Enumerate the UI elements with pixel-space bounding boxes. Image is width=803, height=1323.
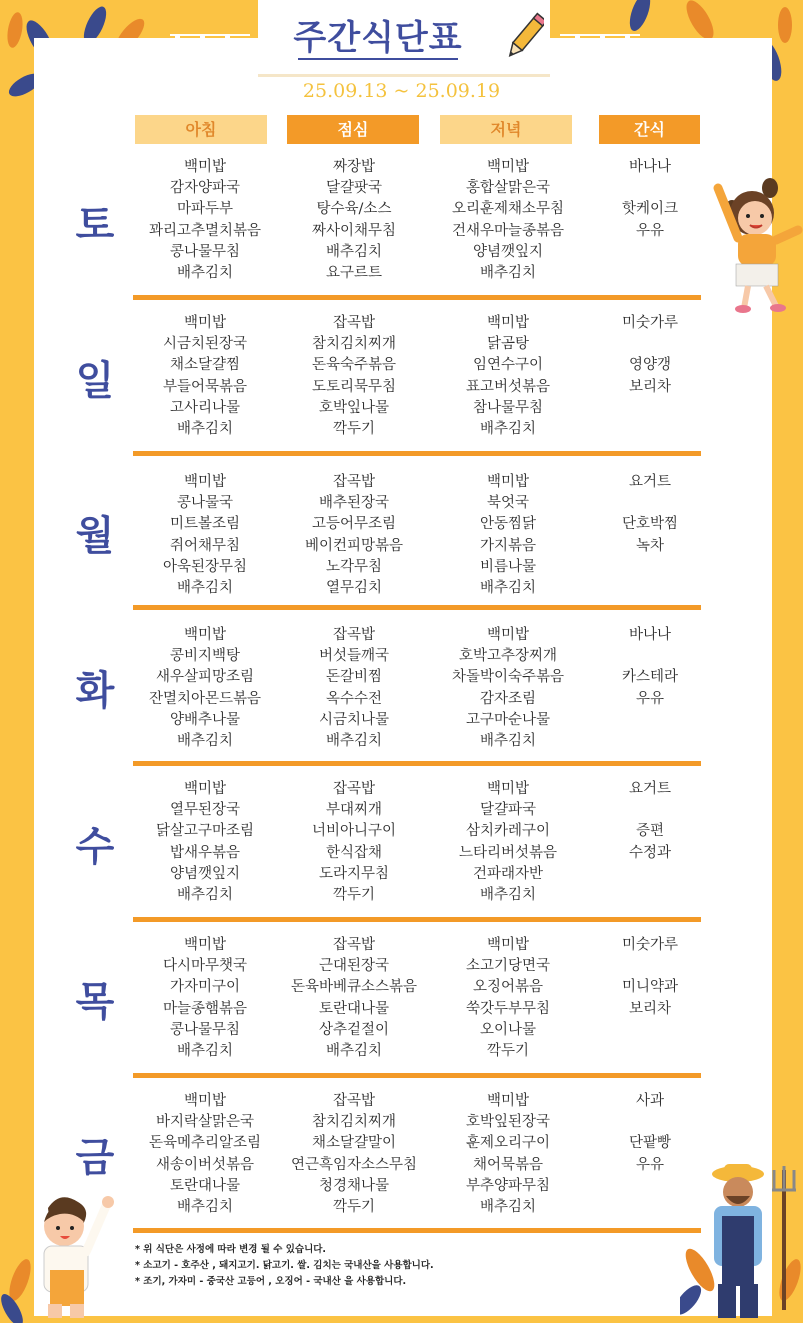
menu-item: 건새우마늘종볶음 — [451, 222, 565, 239]
menu-item: 사과 — [635, 1093, 664, 1109]
menu-item: 콩비지백탕 — [169, 648, 241, 665]
menu-item: 다시마무챗국 — [162, 958, 248, 975]
menu-item: 증편 — [635, 823, 664, 840]
menu-item: 꽈리고추멸치볶음 — [148, 222, 262, 239]
breakfast-list — [125, 625, 285, 752]
menu-item — [570, 646, 730, 667]
menu-item: 백미밥 — [183, 159, 227, 175]
lunch-list — [274, 779, 434, 906]
day-label-thu: 목 — [75, 979, 115, 1025]
menu-item: 느타리버섯볶음 — [458, 844, 558, 861]
menu-item: 상추겉절이 — [318, 1021, 390, 1038]
menu-item: 아욱된장무침 — [162, 558, 248, 575]
menu-item: 배추김치 — [176, 732, 234, 749]
menu-item: 감자조림 — [479, 690, 537, 707]
menu-item: 우유 — [635, 690, 664, 707]
menu-item: 잡곡밥 — [332, 474, 376, 490]
menu-item: 잡곡밥 — [332, 1093, 376, 1109]
menu-item — [570, 334, 730, 355]
dinner-list — [428, 779, 588, 906]
menu-item: 배추김치 — [176, 264, 234, 281]
menu-item: 백미밥 — [486, 781, 530, 797]
menu-item: 백미밥 — [183, 937, 227, 953]
menu-item — [570, 1041, 730, 1062]
lunch-list — [274, 1091, 434, 1218]
lunch-list — [274, 157, 434, 284]
menu-item: 잔멸치아몬드볶음 — [148, 690, 262, 707]
menu-item: 토란대나물 — [318, 1000, 390, 1017]
menu-item: 잡곡밥 — [332, 315, 376, 331]
dinner-list — [428, 157, 588, 284]
menu-item: 깍두기 — [332, 886, 376, 903]
menu-item: 베이컨피망볶음 — [304, 537, 404, 554]
menu-item: 보리차 — [628, 378, 672, 395]
page-title: 주간식단표 — [293, 18, 463, 58]
day-divider — [133, 917, 701, 922]
menu-item: 백미밥 — [183, 781, 227, 797]
menu-item: 임연수구이 — [472, 357, 544, 374]
menu-item — [570, 800, 730, 821]
menu-item: 삼치카레구이 — [465, 823, 551, 840]
menu-item: 배추김치 — [325, 1042, 383, 1059]
menu-item: 새송이버섯볶음 — [155, 1156, 255, 1173]
menu-item: 배추김치 — [479, 579, 537, 596]
breakfast-list — [125, 1091, 285, 1218]
menu-item — [570, 1112, 730, 1133]
menu-item — [570, 1020, 730, 1041]
menu-item: 배추김치 — [325, 243, 383, 260]
menu-item: 콩나물국 — [176, 495, 234, 512]
menu-item — [570, 493, 730, 514]
menu-item: 양념깻잎지 — [169, 865, 241, 882]
menu-item: 요거트 — [628, 781, 672, 797]
snack-list — [570, 313, 730, 440]
menu-item: 배추김치 — [176, 886, 234, 903]
menu-item: 배추김치 — [479, 264, 537, 281]
footnote: * 소고기 - 호주산 , 돼지고기. 닭고기. 쌀. 김치는 국내산을 사용합니다. — [135, 1260, 434, 1271]
menu-item: 배추김치 — [479, 886, 537, 903]
menu-item: 백미밥 — [486, 1093, 530, 1109]
menu-item: 백미밥 — [486, 159, 530, 175]
menu-item: 바나나 — [628, 159, 672, 175]
dinner-list — [428, 313, 588, 440]
dinner-list — [428, 472, 588, 599]
dinner-list — [428, 1091, 588, 1218]
menu-item — [570, 885, 730, 906]
menu-item: 표고버섯볶음 — [465, 378, 551, 395]
menu-item — [570, 864, 730, 885]
menu-item: 채어묵볶음 — [472, 1156, 544, 1173]
lunch-list — [274, 625, 434, 752]
menu-item: 감자양파국 — [169, 180, 241, 197]
menu-item: 돈갈비찜 — [325, 669, 383, 686]
menu-item — [570, 710, 730, 731]
menu-item: 콩나물무침 — [169, 1021, 241, 1038]
breakfast-list — [125, 472, 285, 599]
menu-item — [570, 263, 730, 284]
menu-item: 탕수육/소스 — [316, 201, 392, 218]
title-card — [258, 0, 550, 77]
header-breakfast: 아침 — [135, 115, 267, 144]
menu-item: 옥수수전 — [325, 690, 383, 707]
pencil-icon — [508, 12, 544, 64]
menu-item: 닭곰탕 — [486, 336, 530, 353]
menu-item: 백미밥 — [183, 627, 227, 643]
menu-item: 백미밥 — [486, 937, 530, 953]
snack-list — [570, 157, 730, 284]
day-label-fri: 금 — [75, 1135, 115, 1181]
menu-item: 단팥빵 — [628, 1135, 672, 1152]
menu-item: 배추김치 — [479, 420, 537, 437]
day-divider — [133, 1228, 701, 1233]
menu-item: 참치김치찌개 — [311, 336, 397, 353]
header-lunch: 점심 — [287, 115, 419, 144]
day-label-wed: 수 — [75, 824, 115, 870]
menu-item: 배추김치 — [176, 579, 234, 596]
menu-item: 안동찜닭 — [479, 516, 537, 533]
menu-item: 녹차 — [635, 537, 664, 554]
menu-item: 짜사이채무침 — [311, 222, 397, 239]
menu-item: 쥐어채무침 — [169, 537, 241, 554]
menu-item: 열무김치 — [325, 579, 383, 596]
menu-item: 근대된장국 — [318, 958, 390, 975]
day-label-sun: 일 — [75, 358, 115, 404]
menu-item — [570, 731, 730, 752]
menu-item: 호박고추장찌개 — [458, 648, 558, 665]
menu-item — [570, 398, 730, 419]
lunch-list — [274, 313, 434, 440]
menu-item: 달걀파국 — [479, 802, 537, 819]
menu-item: 오징어볶음 — [472, 979, 544, 996]
menu-item: 돈육숙주볶음 — [311, 357, 397, 374]
menu-item: 부추양파무침 — [465, 1177, 551, 1194]
menu-item: 건파래자반 — [472, 865, 544, 882]
day-divider — [133, 605, 701, 610]
menu-item: 청경채나물 — [318, 1177, 390, 1194]
breakfast-list — [125, 935, 285, 1062]
menu-item — [570, 419, 730, 440]
menu-item: 한식잡채 — [325, 844, 383, 861]
menu-item: 부대찌개 — [325, 802, 383, 819]
menu-item — [570, 956, 730, 977]
girl-illustration — [710, 168, 803, 313]
menu-item: 우유 — [635, 1156, 664, 1173]
header-snack: 간식 — [599, 115, 700, 144]
footnotes — [135, 1242, 434, 1290]
menu-item: 토란대나물 — [169, 1177, 241, 1194]
lunch-list — [274, 472, 434, 599]
menu-item: 수정과 — [628, 844, 672, 861]
menu-item: 배추김치 — [176, 420, 234, 437]
menu-item: 미숫가루 — [621, 937, 679, 953]
menu-item: 백미밥 — [183, 1093, 227, 1109]
menu-item: 배추김치 — [325, 732, 383, 749]
menu-item: 채소달걀말이 — [311, 1135, 397, 1152]
menu-item: 너비아니구이 — [311, 823, 397, 840]
snack-list — [570, 935, 730, 1062]
menu-item: 배추김치 — [479, 732, 537, 749]
menu-item: 오이나물 — [479, 1021, 537, 1038]
menu-item: 양념깻잎지 — [472, 243, 544, 260]
dinner-list — [428, 625, 588, 752]
menu-item: 쑥갓두부무침 — [465, 1000, 551, 1017]
day-label-tue: 화 — [75, 668, 115, 714]
menu-item: 채소달걀찜 — [169, 357, 241, 374]
menu-item: 백미밥 — [183, 315, 227, 331]
menu-item: 시금치된장국 — [162, 336, 248, 353]
menu-item — [570, 578, 730, 599]
footnote: * 위 식단은 사정에 따라 변경 될 수 있습니다. — [135, 1244, 327, 1255]
date-range: 25.09.13 ~ 25.09.19 — [302, 80, 501, 102]
menu-item: 요구르트 — [325, 264, 383, 281]
menu-item: 차돌박이숙주볶음 — [451, 669, 565, 686]
menu-item: 바나나 — [628, 627, 672, 643]
menu-item: 밥새우볶음 — [169, 844, 241, 861]
menu-item: 백미밥 — [486, 474, 530, 490]
menu-item: 짜장밥 — [332, 159, 376, 175]
menu-item — [570, 557, 730, 578]
menu-item: 오리훈제채소무침 — [451, 201, 565, 218]
leaves-bottom-decoration — [0, 1220, 60, 1323]
menu-item: 콩나물무침 — [169, 243, 241, 260]
menu-item: 잡곡밥 — [332, 781, 376, 797]
menu-item: 도토리묵무침 — [311, 378, 397, 395]
menu-item: 배추김치 — [176, 1042, 234, 1059]
day-divider — [133, 1073, 701, 1078]
menu-item: 소고기당면국 — [465, 958, 551, 975]
menu-item: 카스테라 — [621, 669, 679, 686]
menu-item: 참나물무침 — [472, 399, 544, 416]
menu-item: 백미밥 — [486, 315, 530, 331]
dinner-list — [428, 935, 588, 1062]
menu-item: 가자미구이 — [169, 979, 241, 996]
breakfast-list — [125, 779, 285, 906]
snack-list — [570, 625, 730, 752]
menu-item: 호박잎나물 — [318, 399, 390, 416]
menu-item: 요거트 — [628, 474, 672, 490]
menu-item: 마늘종햄볶음 — [162, 1000, 248, 1017]
menu-item: 북엇국 — [486, 495, 530, 512]
menu-item: 비름나물 — [479, 558, 537, 575]
menu-item: 고등어무조림 — [311, 516, 397, 533]
menu-item — [570, 178, 730, 199]
menu-item: 깍두기 — [332, 420, 376, 437]
menu-item: 훈제오리구이 — [465, 1135, 551, 1152]
day-divider — [133, 761, 701, 766]
menu-item: 핫케이크 — [621, 201, 679, 218]
menu-item: 배추김치 — [479, 1198, 537, 1215]
menu-item: 영양갱 — [628, 357, 672, 374]
menu-item: 마파두부 — [176, 201, 234, 218]
menu-item: 홍합살맑은국 — [465, 180, 551, 197]
menu-item: 부들어묵볶음 — [162, 378, 248, 395]
menu-item: 달걀팟국 — [325, 180, 383, 197]
menu-item: 배추된장국 — [318, 495, 390, 512]
menu-item: 연근흑임자소스무침 — [290, 1156, 418, 1173]
menu-item: 깍두기 — [486, 1042, 530, 1059]
menu-item: 바지락살맑은국 — [155, 1114, 255, 1131]
menu-item: 돈육메추리알조림 — [148, 1135, 262, 1152]
day-divider — [133, 451, 701, 456]
menu-item: 호박잎된장국 — [465, 1114, 551, 1131]
menu-item: 양배추나물 — [169, 711, 241, 728]
menu-item: 버섯들깨국 — [318, 648, 390, 665]
menu-item: 고구마순나물 — [465, 711, 551, 728]
title-underline — [298, 58, 458, 60]
menu-item: 잡곡밥 — [332, 627, 376, 643]
menu-item: 우유 — [635, 222, 664, 239]
menu-item: 열무된장국 — [169, 802, 241, 819]
menu-item: 미트볼조림 — [169, 516, 241, 533]
day-divider — [133, 295, 701, 300]
menu-item: 미니약과 — [621, 979, 679, 996]
menu-item: 보리차 — [628, 1000, 672, 1017]
menu-item: 백미밥 — [183, 474, 227, 490]
footnote: * 조기, 가자미 - 중국산 고등어 , 오징어 - 국내산 을 사용합니다. — [135, 1276, 407, 1287]
menu-item: 잡곡밥 — [332, 937, 376, 953]
snack-list — [570, 779, 730, 906]
menu-item — [570, 242, 730, 263]
menu-item: 돈육바베큐소스볶음 — [290, 979, 418, 996]
menu-item: 참치김치찌개 — [311, 1114, 397, 1131]
lunch-list — [274, 935, 434, 1062]
menu-item: 새우살피망조림 — [155, 669, 255, 686]
menu-item: 닭살고구마조림 — [155, 823, 255, 840]
day-label-sat: 토 — [75, 202, 115, 248]
header-dinner: 저녁 — [440, 115, 572, 144]
menu-item: 고사리나물 — [169, 399, 241, 416]
menu-item: 깍두기 — [332, 1198, 376, 1215]
menu-item: 단호박찜 — [621, 516, 679, 533]
menu-item: 가지볶음 — [479, 537, 537, 554]
farmer-illustration — [680, 1160, 803, 1323]
breakfast-list — [125, 157, 285, 284]
day-label-mon: 월 — [75, 513, 115, 559]
menu-item: 백미밥 — [486, 627, 530, 643]
menu-item: 도라지무침 — [318, 865, 390, 882]
menu-item: 노각무침 — [325, 558, 383, 575]
menu-item: 배추김치 — [176, 1198, 234, 1215]
breakfast-list — [125, 313, 285, 440]
snack-list — [570, 472, 730, 599]
menu-item: 시금치나물 — [318, 711, 390, 728]
menu-item: 미숫가루 — [621, 315, 679, 331]
